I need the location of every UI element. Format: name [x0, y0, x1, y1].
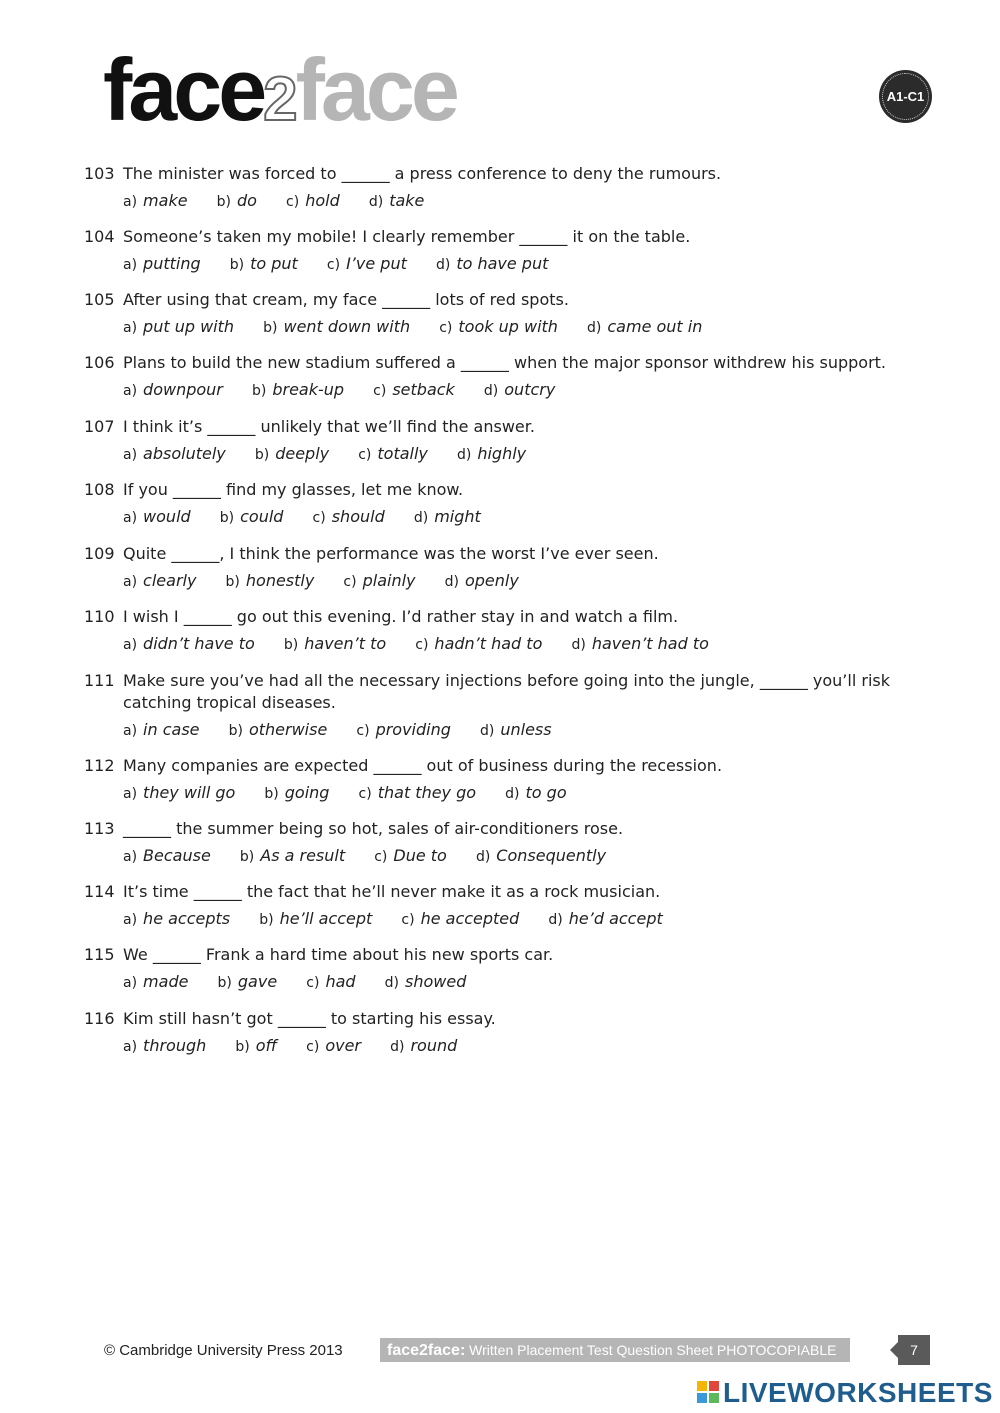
option-letter: b) [216, 194, 231, 210]
option-c[interactable] [439, 316, 558, 339]
option-text: Consequently [496, 846, 607, 865]
option-letter: c) [415, 637, 429, 653]
option-letter: b) [228, 723, 243, 739]
option-text: break-up [272, 380, 345, 399]
option-text: he’d accept [568, 909, 663, 928]
question-number: 106 [84, 353, 115, 372]
logo-part-3: face [295, 40, 456, 139]
question-number: 105 [84, 290, 115, 309]
option-c[interactable] [306, 971, 355, 994]
option-letter: b) [229, 257, 245, 273]
option-c[interactable] [401, 908, 519, 931]
option-text: he accepted [420, 909, 520, 928]
option-letter: d) [444, 574, 459, 590]
question-number: 108 [84, 480, 115, 499]
answer-options [84, 908, 914, 931]
option-text: downpour [143, 380, 223, 399]
option-letter: a) [123, 510, 138, 526]
question-number: 110 [84, 607, 115, 626]
option-b[interactable] [252, 379, 344, 402]
option-c[interactable] [358, 443, 428, 466]
option-text: that they go [377, 783, 477, 802]
copyright-notice: © Cambridge University Press 2013 [104, 1342, 343, 1359]
option-text: otherwise [248, 720, 328, 739]
option-c[interactable] [313, 506, 385, 529]
answer-options [84, 971, 914, 994]
option-b[interactable] [229, 719, 328, 742]
option-letter: a) [123, 849, 138, 865]
question-text: I wish I ______ go out this evening. I’d rather stay in and watch a film. [123, 607, 679, 626]
option-text: over [325, 1036, 362, 1055]
option-text: plainly [362, 571, 416, 590]
option-letter: b) [225, 574, 240, 590]
option-letter: a) [123, 786, 138, 802]
question-113 [84, 818, 914, 868]
option-text: took up with [458, 317, 558, 336]
option-text: outcry [504, 380, 556, 399]
option-letter: c) [286, 194, 300, 210]
option-text: gave [237, 972, 278, 991]
option-c[interactable] [306, 1035, 361, 1058]
option-letter: b) [254, 447, 270, 463]
question-text: ______ the summer being so hot, sales of air-conditioners rose. [123, 819, 624, 838]
option-a[interactable] [123, 971, 188, 994]
face2face-logo [103, 40, 456, 140]
option-text: providing [375, 720, 451, 739]
question-109 [84, 543, 914, 593]
option-a[interactable] [123, 443, 226, 466]
option-letter: d) [480, 723, 495, 739]
option-c[interactable] [415, 633, 542, 656]
option-letter: a) [123, 723, 138, 739]
option-letter: c) [343, 574, 357, 590]
option-a[interactable] [123, 190, 188, 213]
option-d[interactable] [414, 506, 481, 529]
option-b[interactable] [263, 316, 410, 339]
option-letter: d) [548, 912, 563, 928]
option-text: openly [464, 571, 519, 590]
option-text: hadn’t had to [434, 634, 543, 653]
option-letter: b) [264, 786, 279, 802]
option-text: setback [392, 380, 455, 399]
option-b[interactable] [226, 570, 315, 593]
logo-part-1: face [103, 40, 264, 139]
option-a[interactable] [123, 845, 211, 868]
option-d[interactable] [571, 633, 708, 656]
option-text: had [325, 972, 356, 991]
option-a[interactable] [123, 1035, 206, 1058]
question-112 [84, 755, 914, 805]
question-number: 113 [84, 819, 115, 838]
option-letter: c) [374, 849, 388, 865]
option-letter: d) [456, 447, 472, 463]
option-text: to have put [456, 254, 549, 273]
option-letter: c) [439, 320, 453, 336]
option-text: made [143, 972, 189, 991]
question-number: 116 [84, 1009, 115, 1028]
question-text: Many companies are expected ______ out of business during the recession. [123, 756, 723, 775]
question-107 [84, 416, 914, 466]
option-letter: d) [384, 975, 399, 991]
option-letter: b) [251, 383, 267, 399]
option-letter: c) [358, 786, 372, 802]
option-c[interactable] [327, 253, 407, 276]
question-text: Someone’s taken my mobile! I clearly remember ______ it on the table. [123, 227, 691, 246]
question-114 [84, 881, 914, 931]
question-text: Quite ______, I think the performance was the worst I’ve ever seen. [123, 544, 659, 563]
question-number: 107 [84, 417, 115, 436]
option-letter: b) [219, 510, 235, 526]
question-text: After using that cream, my face ______ lots of red spots. [123, 290, 569, 309]
option-letter: c) [306, 1039, 320, 1055]
option-b[interactable] [218, 971, 278, 994]
option-text: absolutely [143, 444, 226, 463]
question-text: We ______ Frank a hard time about his new sports car. [123, 945, 554, 964]
option-b[interactable] [217, 190, 257, 213]
answer-options [84, 782, 914, 805]
question-text: If you ______ find my glasses, let me know. [123, 480, 464, 499]
option-c[interactable] [286, 190, 340, 213]
option-text: deeply [275, 444, 330, 463]
question-number: 114 [84, 882, 115, 901]
answer-options [84, 633, 914, 656]
option-letter: b) [283, 637, 299, 653]
option-text: to go [525, 783, 567, 802]
option-letter: a) [123, 975, 138, 991]
option-b[interactable] [230, 253, 298, 276]
option-b[interactable] [284, 633, 386, 656]
option-text: off [255, 1036, 278, 1055]
page-tab-arrow-icon [890, 1342, 898, 1358]
option-text: Because [143, 846, 211, 865]
option-text: he accepts [143, 909, 231, 928]
option-d[interactable] [480, 719, 552, 742]
answer-options [84, 719, 914, 742]
option-text: came out in [607, 317, 703, 336]
option-d[interactable] [445, 570, 519, 593]
answer-options [84, 379, 914, 402]
option-a[interactable] [123, 782, 235, 805]
option-text: in case [143, 720, 200, 739]
option-letter: a) [123, 574, 138, 590]
option-letter: d) [475, 849, 491, 865]
option-c[interactable] [359, 782, 477, 805]
option-text: going [284, 783, 330, 802]
option-letter: d) [413, 510, 429, 526]
option-d[interactable] [505, 782, 566, 805]
option-letter: a) [123, 257, 138, 273]
option-letter: a) [123, 447, 138, 463]
watermark-text: LIVEWORKSHEETS [723, 1377, 993, 1408]
question-text: I think it’s ______ unlikely that we’ll find the answer. [123, 417, 535, 436]
option-b[interactable] [240, 845, 345, 868]
answer-options [84, 253, 914, 276]
option-letter: b) [263, 320, 278, 336]
option-letter: d) [368, 194, 384, 210]
option-a[interactable] [123, 570, 196, 593]
option-text: make [143, 191, 188, 210]
question-number: 111 [84, 671, 115, 690]
option-d[interactable] [436, 253, 548, 276]
option-text: he’ll accept [279, 909, 373, 928]
question-text: It’s time ______ the fact that he’ll never make it as a rock musician. [123, 882, 661, 901]
option-letter: a) [123, 637, 138, 653]
option-a[interactable] [123, 908, 230, 931]
option-d[interactable] [457, 443, 526, 466]
option-letter: d) [587, 320, 602, 336]
option-text: would [143, 507, 191, 526]
liveworksheets-icon [697, 1381, 721, 1405]
option-text: showed [405, 972, 467, 991]
option-letter: c) [326, 257, 341, 273]
option-c[interactable] [343, 570, 415, 593]
option-letter: c) [401, 912, 415, 928]
question-number: 112 [84, 756, 115, 775]
question-103 [84, 163, 914, 213]
option-letter: b) [217, 975, 232, 991]
option-a[interactable] [123, 379, 223, 402]
option-text: do [237, 191, 257, 210]
option-text: Due to [393, 846, 447, 865]
option-text: unless [500, 720, 552, 739]
question-number: 109 [84, 544, 115, 563]
option-text: went down with [283, 317, 411, 336]
question-number: 103 [84, 164, 115, 183]
option-text: haven’t had to [591, 634, 709, 653]
logo-part-2: 2 [263, 65, 296, 134]
option-text: to put [250, 254, 298, 273]
question-104 [84, 226, 914, 276]
question-text: Kim still hasn’t got ______ to starting his essay. [123, 1009, 496, 1028]
answer-options [84, 845, 914, 868]
option-c[interactable] [356, 719, 451, 742]
option-c[interactable] [374, 845, 447, 868]
option-d[interactable] [369, 190, 425, 213]
option-letter: a) [123, 383, 138, 399]
option-b[interactable] [220, 506, 284, 529]
option-text: put up with [143, 317, 235, 336]
option-letter: c) [356, 723, 370, 739]
option-a[interactable] [123, 506, 191, 529]
option-b[interactable] [235, 1035, 277, 1058]
option-letter: c) [306, 975, 320, 991]
option-a[interactable] [123, 253, 201, 276]
option-d[interactable] [385, 971, 467, 994]
option-letter: c) [373, 383, 387, 399]
option-letter: b) [259, 912, 274, 928]
option-letter: d) [571, 637, 586, 653]
question-110 [84, 606, 914, 656]
answer-options [84, 443, 914, 466]
option-d[interactable] [476, 845, 606, 868]
option-a[interactable] [123, 316, 234, 339]
question-116 [84, 1008, 914, 1058]
option-b[interactable] [264, 782, 329, 805]
answer-options [84, 316, 914, 339]
option-text: honestly [245, 571, 315, 590]
question-111 [84, 670, 914, 742]
option-a[interactable] [123, 719, 200, 742]
option-text: totally [377, 444, 428, 463]
question-106 [84, 352, 914, 402]
question-text: The minister was forced to ______ a press conference to deny the rumours. [123, 164, 722, 183]
star-ring-icon [882, 73, 929, 120]
liveworksheets-watermark [697, 1378, 993, 1408]
option-letter: d) [390, 1039, 405, 1055]
option-letter: c) [312, 510, 326, 526]
option-letter: a) [123, 194, 138, 210]
footer-brand: face2face: [387, 1342, 466, 1359]
answer-options [84, 1035, 914, 1058]
option-c[interactable] [373, 379, 455, 402]
page-number: 7 [898, 1335, 930, 1365]
option-b[interactable] [259, 908, 372, 931]
option-letter: b) [235, 1039, 250, 1055]
option-b[interactable] [255, 443, 329, 466]
option-d[interactable] [390, 1035, 457, 1058]
option-letter: d) [505, 786, 520, 802]
question-number: 104 [84, 227, 115, 246]
option-letter: c) [358, 447, 372, 463]
question-115 [84, 944, 914, 994]
option-text: clearly [143, 571, 197, 590]
option-text: they will go [143, 783, 236, 802]
level-badge-label: A1-C1 [886, 89, 925, 104]
option-text: round [410, 1036, 458, 1055]
option-text: putting [143, 254, 201, 273]
option-letter: a) [123, 320, 138, 336]
option-letter: b) [239, 849, 255, 865]
option-text: I’ve put [346, 254, 407, 273]
question-number: 115 [84, 945, 115, 964]
option-text: As a result [260, 846, 346, 865]
footer-sheet-title: Written Placement Test Question Sheet PHOTOCOPIABLE [469, 1342, 837, 1358]
question-text: Plans to build the new stadium suffered a ______ when the major sponsor withdrew his support. [123, 353, 887, 372]
level-badge [879, 70, 932, 123]
option-d[interactable] [548, 908, 662, 931]
option-text: take [389, 191, 425, 210]
option-letter: a) [123, 912, 138, 928]
answer-options [84, 190, 914, 213]
option-letter: a) [123, 1039, 138, 1055]
option-text: could [240, 507, 284, 526]
question-105 [84, 289, 914, 339]
option-text: might [434, 507, 481, 526]
answer-options [84, 570, 914, 593]
option-a[interactable] [123, 633, 255, 656]
option-text: through [143, 1036, 207, 1055]
answer-options [84, 506, 914, 529]
option-letter: d) [483, 383, 499, 399]
footer-bar [380, 1338, 850, 1362]
option-letter: d) [435, 257, 451, 273]
option-text: hold [305, 191, 340, 210]
option-text: highly [477, 444, 527, 463]
question-108 [84, 479, 914, 529]
option-text: didn’t have to [143, 634, 255, 653]
option-d[interactable] [587, 316, 702, 339]
option-d[interactable] [484, 379, 555, 402]
option-text: haven’t to [304, 634, 387, 653]
option-text: should [331, 507, 385, 526]
question-text: Make sure you’ve had all the necessary injections before going into the jungle, ______ you’ll risk catching tropical diseases. [123, 671, 890, 712]
